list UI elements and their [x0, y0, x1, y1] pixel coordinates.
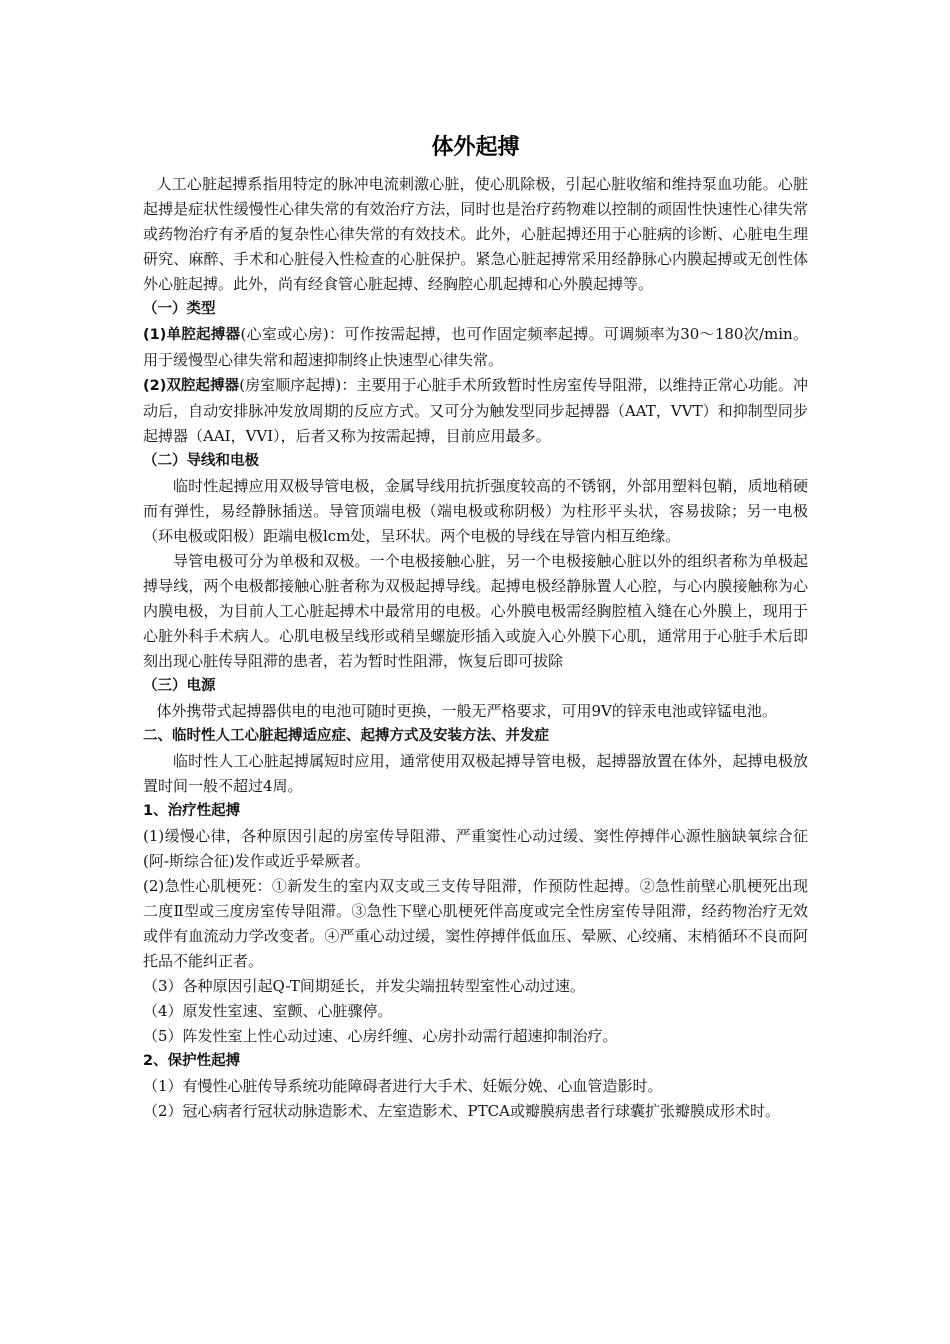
type-single-chamber — [143, 322, 808, 373]
therapeutic-item-2: (2)急性心肌梗死：①新发生的室内双支或三支传导阻滞，作预防性起搏。②急性前壁心肌梗死出现二度Ⅱ型或三度房室传导阻滞。③急性下壁心肌梗死伴高度或完全性房室传导阻滞，经药物治疗无效或伴有血流动力学改变者。④严重心动过缓，窦性停搏伴低血压、晕厥、心绞痛、末梢循环不良而阿托品不能纠正者。 — [143, 877, 808, 970]
part-two-heading: 二、临时性人工心脏起搏适应症、起搏方式及安装方法、并发症 — [143, 728, 549, 744]
document-body — [143, 128, 808, 1124]
therapeutic-item-4: （4）原发性室速、室颤、心脏骤停。 — [143, 1002, 393, 1020]
protective-pacing-heading: 2、保护性起搏 — [143, 1053, 241, 1069]
section-heading-leads: （二）导线和电极 — [143, 453, 259, 469]
therapeutic-pacing-heading: 1、治疗性起搏 — [143, 803, 241, 819]
type-single-chamber-label: (1)单腔起搏器 — [143, 327, 241, 343]
type-single-chamber-text: (心室或心房)：可作按需起搏，也可作固定频率起搏。可调频率为30～180次/min。用于缓慢型心律失常和超速抑制终止快速型心律失常。 — [143, 325, 808, 369]
section-heading-types: （一）类型 — [143, 301, 216, 317]
section-heading-power: （三）电源 — [143, 678, 216, 694]
therapeutic-item-1: (1)缓慢心律，各种原因引起的房室传导阻滞、严重窦性心动过缓、窦性停搏伴心源性脑缺氧综合征(阿-斯综合征)发作或近乎晕厥者。 — [143, 827, 808, 870]
protective-item-2: （2）冠心病者行冠状动脉造影术、左室造影术、PTCA或瓣膜病患者行球囊扩张瓣膜成形术时。 — [143, 1102, 780, 1120]
type-dual-chamber-text: (房室顺序起搏)：主要用于心脏手术所致暂时性房室传导阻滞，以维持正常心功能。冲动后，自动安排脉冲发放周期的反应方式。又可分为触发型同步起搏器（AAT，VVT）和抑制型同步起搏器（AAI，VVI），后者又称为按需起搏，目前应用最多。 — [143, 376, 809, 445]
therapeutic-item-5: （5）阵发性室上性心动过速、心房纤缠、心房扑动需行超速抑制治疗。 — [143, 1027, 618, 1045]
intro-paragraph: 人工心脏起搏系指用特定的脉冲电流刺激心脏，使心肌除极，引起心脏收缩和维持泵血功能。心脏起搏是症状性缓慢性心律失常的有效治疗方法，同时也是治疗药物难以控制的顽固性快速性心律失常或药物治疗有矛盾的复杂性心律失常的有效技术。此外，心脏起搏还用于心脏病的诊断、心脏电生理研究、麻醉、手术和心脏侵入性检查的心脏保护。紧急心脏起搏常采用经静脉心内膜起搏或无创性体外心脏起搏。此外，尚有经食管心脏起搏、经胸腔心肌起搏和心外膜起搏等。 — [143, 175, 808, 293]
type-dual-chamber — [143, 373, 808, 449]
leads-paragraph-2: 导管电极可分为单极和双极。一个电极接触心脏，另一个电极接触心脏以外的组织者称为单极起搏导线，两个电极都接触心脏者称为双极起搏导线。起搏电极经静脉置人心腔，与心内膜接触称为心内膜电极，为目前人工心脏起搏术中最常用的电极。心外膜电极需经胸腔植入缝在心外膜上，现用于心脏外科手术病人。心肌电极呈线形或稍呈螺旋形插入或旋入心外膜下心肌，通常用于心脏手术后即刻出现心脏传导阻滞的患者，若为暂时性阻滞，恢复后即可拔除 — [143, 552, 808, 670]
protective-item-1: （1）有慢性心脏传导系统功能障碍者进行大手术、妊娠分娩、心血管造影时。 — [143, 1077, 663, 1095]
power-paragraph: 体外携带式起搏器供电的电池可随时更换，一般无严格要求，可用9V的锌汞电池或锌锰电池。 — [156, 702, 777, 720]
part-two-paragraph: 临时性人工心脏起搏属短时应用，通常使用双极起搏导管电极，起搏器放置在体外，起搏电极放置时间一般不超过4周。 — [143, 752, 808, 795]
type-dual-chamber-label: (2)双腔起搏器 — [143, 378, 240, 394]
page-title: 体外起搏 — [431, 135, 520, 160]
therapeutic-item-3: （3）各种原因引起Q-T间期延长，并发尖端扭转型室性心动过速。 — [143, 977, 585, 995]
leads-paragraph-1: 临时性起搏应用双极导管电极，金属导线用抗折强度较高的不锈钢，外部用塑料包鞘，质地稍硬而有弹性，易经静脉插送。导管顶端电极（端电极或称阴极）为柱形平头状，容易拔除；另一电极（环电极或阳极）距端电极lcm处，呈环状。两个电极的导线在导管内相互绝缘。 — [143, 477, 808, 545]
